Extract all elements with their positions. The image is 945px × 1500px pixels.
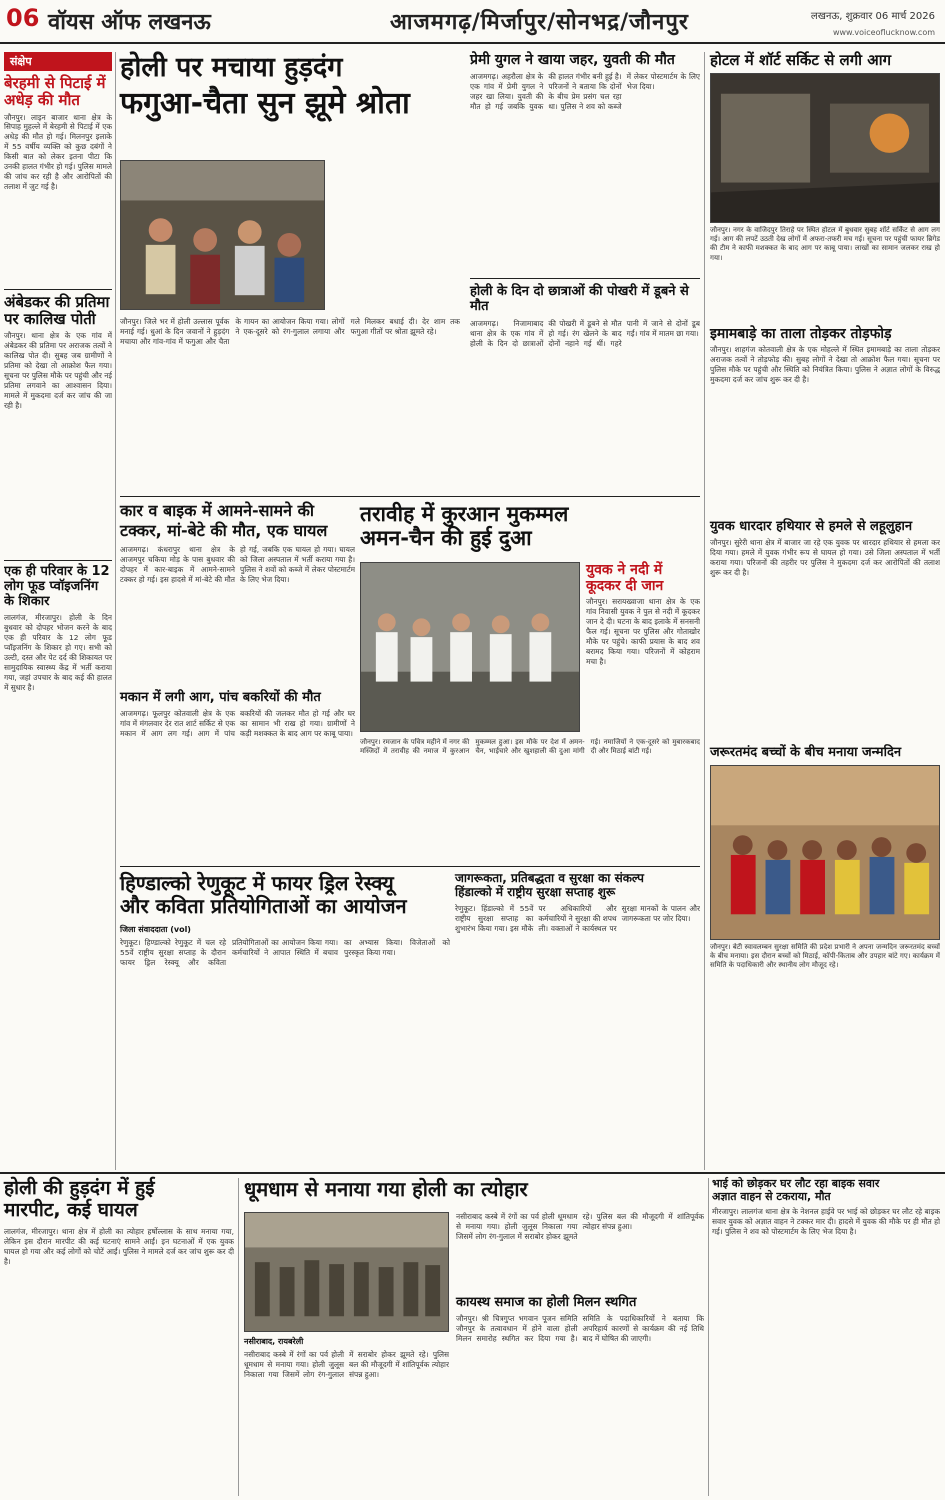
story-body: रेणुकूट। हिंडाल्को में 55वें राष्ट्रीय सुरक्षा सप्ताह का शुभारंभ किया गया। इस मौके पर अधिकारियों और कर्मचारियों ने सुरक्षा की शपथ ली। वक्ताओं ने कार्यस्थल पर सुरक्षा मानकों के पालन और जागरूकता पर जोर दिया। (455, 903, 700, 933)
headline: हिण्डाल्को रेणुकूट में फायर ड्रिल रेस्क्यू (120, 871, 394, 895)
divider (4, 289, 112, 290)
story-body: जौनपुर। सुरेरी थाना क्षेत्र में बाजार जा रहे एक युवक पर धारदार हथियार से हमला कर दिया गया। हमले में युवक गंभीर रूप से घायल हो गया। उसे जिला अस्पताल में भर्ती कराया गया। परिजनों की तहरीर पर पुलिस ने मुकदमा दर्ज कर आरोपितों की तलाश शुरू कर दी है। (710, 537, 940, 577)
story-body: लालगंज, मीरजापुर। होली के दिन बुधवार को दोपहर भोजन करने के बाद एक ही परिवार के 12 लोग फूड प्वॉइजनिंग के शिकार हो गए। सभी को उल्टी, दस्त और पेट दर्द की शिकायत पर सामुदायिक स्वास्थ्य केंद्र में भर्ती कराया गया, जहां उपचार के बाद कई की हालत में सुधार है। (4, 612, 112, 692)
story-body: जौनपुर। सरायख्वाजा थाना क्षेत्र के एक गांव निवासी युवक ने पुल से नदी में कूदकर जान दे दी। घटना के बाद इलाके में सनसनी फैल गई। सूचना पर पुलिस और गोताखोर मौके पर पहुंचे। काफी प्रयास के बाद शव बरामद किया गया। परिजनों में कोहराम मचा है। (586, 597, 700, 667)
children-photo-icon (711, 766, 939, 939)
story-title: अंबेडकर की प्रतिमा पर कालिख पोती (4, 292, 110, 328)
headline: मकान में लगी आग, पांच बकरियों की मौत (120, 689, 321, 705)
story-body: आजमगढ़। कंधरापुर थाना क्षेत्र के आजमपुर चकिया मोड़ के पास बुधवार की दोपहर में कार-बाइक में आमने-सामने टक्कर हो गई। इस हादसे में मां-बेटे की मौत हो गई, जबकि एक घायल हो गया। घायल को जिला अस्पताल में भर्ती कराया गया है। पुलिस ने शवों को कब्जे में लेकर पोस्टमार्टम के लिए भेज दिया। (120, 544, 355, 584)
suraksha-story (455, 872, 700, 1168)
sankshep-label: संक्षेप (4, 52, 112, 71)
headline: अज्ञात वाहन से टकराया, मौत (712, 1189, 831, 1203)
column-divider (115, 52, 116, 1170)
headline: होटल में शॉर्ट सर्किट से लगी आग (710, 51, 892, 69)
holi-festival-story (244, 1178, 704, 1496)
dateline: लखनऊ, शुक्रवार 06 मार्च 2026 (810, 11, 935, 22)
story-body: आजमगढ़। अहरौला क्षेत्र के एक गांव में प्रेमी युगल ने जहर खा लिया। युवती की मौत हो गई जबकि युवक की हालत गंभीर बनी हुई है। परिजनों ने बताया कि दोनों के बीच प्रेम प्रसंग चल रहा था। पुलिस ने शव को कब्जे में लेकर पोस्टमार्टम के लिए भेज दिया। (470, 72, 700, 112)
headline: कूदकर दी जान (586, 578, 664, 595)
story-body: नसीराबाद कस्बे में रंगों का पर्व होली धूमधाम से मनाया गया। होली जुलूस निकाला गया जिसमें लोग रंग-गुलाल में सराबोर होकर झूमते रहे। पुलिस बल की मौजूदगी में शांतिपूर्वक त्योहार संपन्न हुआ। (244, 1350, 449, 1379)
byline: नसीराबाद, रायबरेली (244, 1337, 304, 1346)
nadi-story (586, 562, 700, 732)
group-photo-icon (361, 563, 579, 731)
marpeet-story (4, 1178, 234, 1496)
column-divider (708, 1178, 709, 1496)
hotel-fire-story (710, 52, 940, 324)
headline: युवक धारदार हथियार से हमले से लहूलुहान (710, 519, 913, 534)
fire-photo-icon (711, 74, 939, 222)
headline: टक्कर, मां-बेटे की मौत, एक घायल (120, 521, 328, 541)
sankshep-column (4, 52, 112, 1170)
people-photo-icon (121, 161, 324, 309)
headline: होली की हुड़दंग में हुई (4, 1177, 155, 1199)
headline: कार व बाइक में आमने-सामने की (120, 501, 314, 520)
story-title: एक ही परिवार के 12 लोग फूड प्वॉइजनिंग के शिकार (4, 564, 110, 609)
photo-caption: जौनपुर। बेटी स्वावलम्बन सुरक्षा समिति की प्रदेश प्रभारी ने अपना जन्मदिन जरूरतमंद बच्चों के बीच मनाया। इस दौरान बच्चों को मिठाई, कॉपी-किताब और उपहार बांटे गए। कार्यक्रम में समिति के पदाधिकारी और स्थानीय लोग मौजूद रहे। (710, 942, 940, 970)
column-divider (704, 52, 705, 1170)
headline: कायस्थ समाज का होली मिलन स्थगित (456, 1295, 637, 1310)
holi-photo (120, 160, 325, 310)
bhai-story (712, 1178, 940, 1496)
headline: इमामबाड़े का ताला तोड़कर तोड़फोड़ (710, 326, 892, 342)
headline: फगुआ-चैता सुन झूमे श्रोता (120, 86, 410, 122)
headline: भाई को छोड़कर घर लौट रहा बाइक सवार (712, 1177, 880, 1190)
story-body: रेणुकूट। हिण्डाल्को रेणुकूट में चल रहे 55वें राष्ट्रीय सुरक्षा सप्ताह के दौरान फायर ड्रिल रेस्क्यू और कविता प्रतियोगिताओं का आयोजन किया गया। कर्मचारियों ने आपात स्थिति में बचाव का अभ्यास किया। विजेताओं को पुरस्कृत किया गया। (120, 938, 450, 967)
headline: मारपीट, कई घायल (4, 1198, 138, 1221)
story-body: जौनपुर। थाना क्षेत्र के एक गांव में अंबेडकर की प्रतिमा पर अराजक तत्वों ने कालिख पोत दी। सुबह जब ग्रामीणों ने प्रतिमा को देखा तो आक्रोश फैल गया। सूचना पर पुलिस मौके पर पहुंची और नई प्रतिमा लगवाने का आश्वासन दिया। मामले में मुकदमा दर्ज कर जांच की जा रही है। (4, 331, 112, 410)
story-body-continued: नसीराबाद कस्बे में रंगों का पर्व होली धूमधाम से मनाया गया। होली जुलूस निकाला गया जिसमें लोग रंग-गुलाल में सराबोर होकर झूमते रहे। पुलिस बल की मौजूदगी में शांतिपूर्वक त्योहार संपन्न हुआ। (456, 1212, 704, 1241)
taraweeh-story (360, 502, 700, 862)
kayastha-story (456, 1296, 704, 1492)
headline: और कविता प्रतियोगिताओं का आयोजन (120, 894, 407, 918)
story-body: आजमगढ़। फूलपुर कोतवाली क्षेत्र के एक गांव में मंगलवार देर रात शार्ट सर्किट से एक मकान में आग लग गई। आग में पांच बकरियों की जलकर मौत हो गई और घर का सामान भी राख हो गया। ग्रामीणों ने कड़ी मशक्कत के बाद आग पर काबू पाया। (120, 708, 355, 738)
janmdin-photo (710, 765, 940, 940)
region-header: आजमगढ़/मिर्जापुर/सोनभद्र/जौनपुर (390, 10, 689, 35)
column-divider (238, 1178, 239, 1496)
story-body: जौनपुर। श्री चित्रगुप्त भगवान पूजन समिति जौनपुर के तत्वावधान में होने वाला होली मिलन समारोह स्थगित कर दिया गया है। समिति के पदाधिकारियों ने बताया कि अपरिहार्य कारणों से कार्यक्रम की नई तिथि बाद में घोषित की जाएगी। (456, 1313, 704, 1343)
masthead (0, 0, 945, 44)
story-title: बेरहमी से पिटाई में अधेड़ की मौत (4, 74, 106, 110)
divider (120, 496, 700, 497)
divider (0, 1172, 945, 1174)
headline: जरूरतमंद बच्चों के बीच मनाया जन्मदिन (710, 745, 902, 760)
byline: जिला संवाददाता (vol) (120, 925, 191, 934)
premi-yugal-story (470, 52, 700, 492)
story-body: जौनपुर। शाहगंज कोतवाली क्षेत्र के एक मोहल्ले में स्थित इमामबाड़े का ताला तोड़कर अराजक तत्वों ने तोड़फोड़ की। सुबह लोगों ने देखा तो आक्रोश फैल गया। सूचना पर पुलिस मौके पर पहुंची और स्थिति को नियंत्रित किया। पुलिस ने अज्ञात लोगों के विरुद्ध मुकदमा दर्ज कर जांच शुरू कर दी है। (710, 345, 940, 385)
page-number: 06 (6, 4, 40, 32)
taraweeh-photo (360, 562, 580, 732)
headline: युवक ने नदी में (586, 562, 663, 578)
holi-festival-photo (244, 1212, 449, 1332)
story-body: आजमगढ़। निजामाबाद थाना क्षेत्र के एक गांव में होली के दिन दो छात्राओं की पोखरी में डूबने से मौत हो गई। रंग खेलने के बाद दोनों नहाने गई थीं। गहरे पानी में जाने से दोनों डूब गईं। गांव में मातम छा गया। (470, 318, 700, 348)
headline: होली के दिन दो छात्राओं की पोखरी में डूबने से मौत (470, 284, 689, 315)
story-body: जौनपुर। जिले भर में होली उल्लास पूर्वक मनाई गई। धुआं के दिन जवानों ने हुड़दंग मचाया और गांव-गांव में फगुआ और चैता के गायन का आयोजन किया गया। लोगों ने एक-दूसरे को रंग-गुलाल लगाया और गले मिलकर बधाई दी। देर शाम तक फगुआ गीतों पर श्रोता झूमते रहे। (120, 317, 460, 346)
photo-caption: जौनपुर। नगर के वाजिदपुर तिराहे पर स्थित होटल में बुधवार सुबह शॉर्ट सर्किट से आग लग गई। आग की लपटें उठती देख लोगों में अफरा-तफरी मच गई। सूचना पर पहुंची फायर ब्रिगेड की टीम ने काफी मशक्कत के बाद आग पर काबू पाया। लाखों का सामान जलकर राख हो गया। (710, 226, 940, 262)
hindalco-fire-story (120, 872, 450, 1168)
divider (120, 866, 700, 867)
paper-name: वॉयस ऑफ लखनऊ (48, 10, 211, 35)
imambada-story (710, 326, 940, 502)
car-bike-story (120, 502, 355, 862)
hathiyar-story (710, 520, 940, 740)
headline: होली पर मचाया हुड़दंग (120, 52, 343, 83)
holi-feature (120, 52, 460, 492)
divider (4, 560, 112, 561)
story-body: मीरजापुर। लालगंज थाना क्षेत्र के नेशनल हाईवे पर भाई को छोड़कर घर लौट रहे बाइक सवार युवक को अज्ञात वाहन ने टक्कर मार दी। हादसे में युवक की मौके पर ही मौत हो गई। पुलिस ने शव को पोस्टमार्टम के लिए भेज दिया है। (712, 1207, 940, 1237)
janmdin-story (710, 746, 940, 1166)
headline: अमन-चैन की हुई दुआ (360, 526, 532, 551)
story-body: जौनपुर। लाइन बाजार थाना क्षेत्र के सिपाह मुहल्ले में बेरहमी से पिटाई में एक अधेड़ की मौत हो गई। मिलनपुर इलाके में 55 वर्षीय व्यक्ति को कुछ दबंगों ने किसी बात को लेकर इतना पीटा कि उनकी हालत गंभीर हो गई। पुलिस मामले की जांच कर रही है और आरोपितों की तलाश में जुट गई है। (4, 112, 112, 192)
divider (470, 278, 700, 279)
story-body: लालगंज, मीरजापुर। थाना क्षेत्र में होली का त्योहार हर्षोल्लास के साथ मनाया गया, लेकिन इस दौरान मारपीट की कई घटनाएं सामने आईं। इन घटनाओं में एक युवक घायल हो गया और कई लोगों को चोटें आईं। पुलिस ने मामले दर्ज कर जांच शुरू कर दी है। (4, 1226, 234, 1266)
website: www.voiceoflucknow.com (832, 28, 935, 37)
fire-photo (710, 73, 940, 223)
headline: जागरूकता, प्रतिबद्धता व सुरक्षा का संकल्प (455, 871, 644, 885)
headline: हिंडाल्को में राष्ट्रीय सुरक्षा सप्ताह शुरू (455, 884, 616, 899)
headline: धूमधाम से मनाया गया होली का त्योहार (244, 1177, 528, 1201)
headline: तरावीह में कुरआन मुकम्मल (360, 502, 569, 526)
crowd-photo-icon (245, 1213, 448, 1331)
headline: प्रेमी युगल ने खाया जहर, युवती की मौत (470, 52, 675, 68)
photo-caption: जौनपुर। रमजान के पवित्र महीने में नगर की मस्जिदों में तरावीह की नमाज में कुरआन मुकम्मल हुआ। इस मौके पर देश में अमन-चैन, भाईचारे और खुशहाली की दुआ मांगी गई। नमाजियों ने एक-दूसरे को मुबारकबाद दी और मिठाई बांटी गई। (360, 738, 700, 756)
